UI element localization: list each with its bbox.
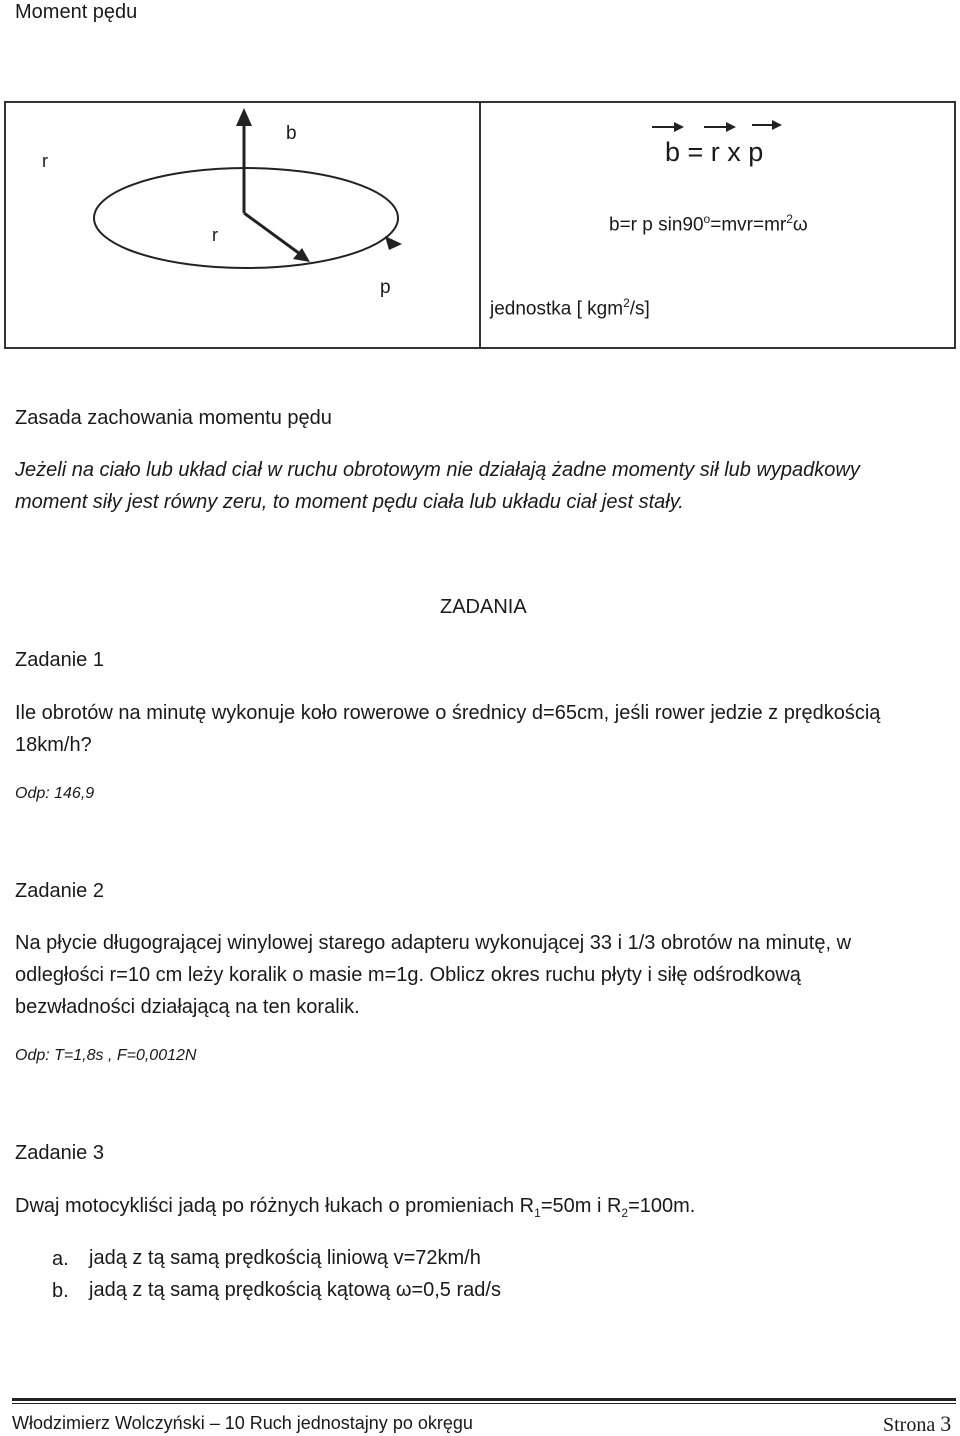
- label-r-inner: r: [212, 225, 218, 245]
- section-title: ZADANIA: [440, 596, 527, 618]
- task3-text: Dwaj motocykliści jadą po różnych łukach o promieniach $R_1=50m$ i $R_2=100m$.: [15, 1195, 696, 1220]
- label-p: p: [380, 277, 391, 298]
- vector-p-arrowhead: [385, 236, 402, 250]
- vector-r-line: [244, 213, 300, 254]
- principle-text-line2: moment siły jest równy zeru, to moment pędu ciała lub układu ciał jest stały.: [15, 491, 684, 513]
- task3-item-b-marker: b.: [52, 1280, 69, 1302]
- task3-item-b-text: jadą z tą samą prędkością kątową ω=0,5 rad/s: [89, 1279, 501, 1301]
- principle-text-line1: Jeżeli na ciało lub układ ciał w ruchu obrotowym nie działają żadne momenty sił lub wypadkowy: [15, 459, 860, 481]
- formula-magnitude: b=r p $\sin 90^o=mvr=mr^2\omega$: [609, 212, 808, 236]
- task1-text-line1: Ile obrotów na minutę wykonuje koło rowerowe o średnicy d=65cm, jeśli rower jedzie z prędkością: [15, 702, 881, 724]
- footer-author-title: Włodzimierz Wolczyński – 10 Ruch jednostajny po okręgu: [12, 1413, 473, 1433]
- principle-heading: Zasada zachowania momentu pędu: [15, 407, 332, 429]
- task1-heading: Zadanie 1: [15, 649, 104, 671]
- footer-rule-thick: [12, 1398, 956, 1401]
- task2-text-line2: odległości r=10 cm leży koralik o masie m=1g. Oblicz okres ruchu płyty i siłę odśrodkową: [15, 964, 801, 986]
- task1-text-line2: 18km/h?: [15, 734, 92, 756]
- task3-item-a-marker: a.: [52, 1248, 69, 1270]
- task3-heading: Zadanie 3: [15, 1142, 104, 1164]
- label-b: b: [286, 123, 297, 144]
- task1-answer: Odp: 146,9: [15, 785, 95, 802]
- task2-text-line1: Na płycie długogrającej winylowej starego adapteru wykonującej 33 i 1/3 obrotów na minutę, w: [15, 932, 852, 954]
- task2-answer: Odp: T=1,8s , F=0,0012N: [15, 1047, 197, 1064]
- formula-unit: jednostka [ kgm$^2$/s]: [490, 296, 650, 320]
- vector-arrows: [0, 0, 960, 160]
- page-title: Moment pędu: [15, 1, 138, 23]
- orbit-ellipse: [94, 168, 398, 268]
- task3-item-a-text: jadą z tą samą prędkością liniową v=72km/h: [89, 1247, 481, 1269]
- task2-text-line3: bezwładności działającą na ten koralik.: [15, 996, 360, 1018]
- footer-page: Strona 3: [883, 1411, 952, 1436]
- task2-heading: Zadanie 2: [15, 880, 104, 902]
- formula-cross-product: b = r x p: [665, 137, 764, 167]
- footer-rule-thin: [12, 1403, 956, 1404]
- label-r-outer: r: [42, 151, 48, 171]
